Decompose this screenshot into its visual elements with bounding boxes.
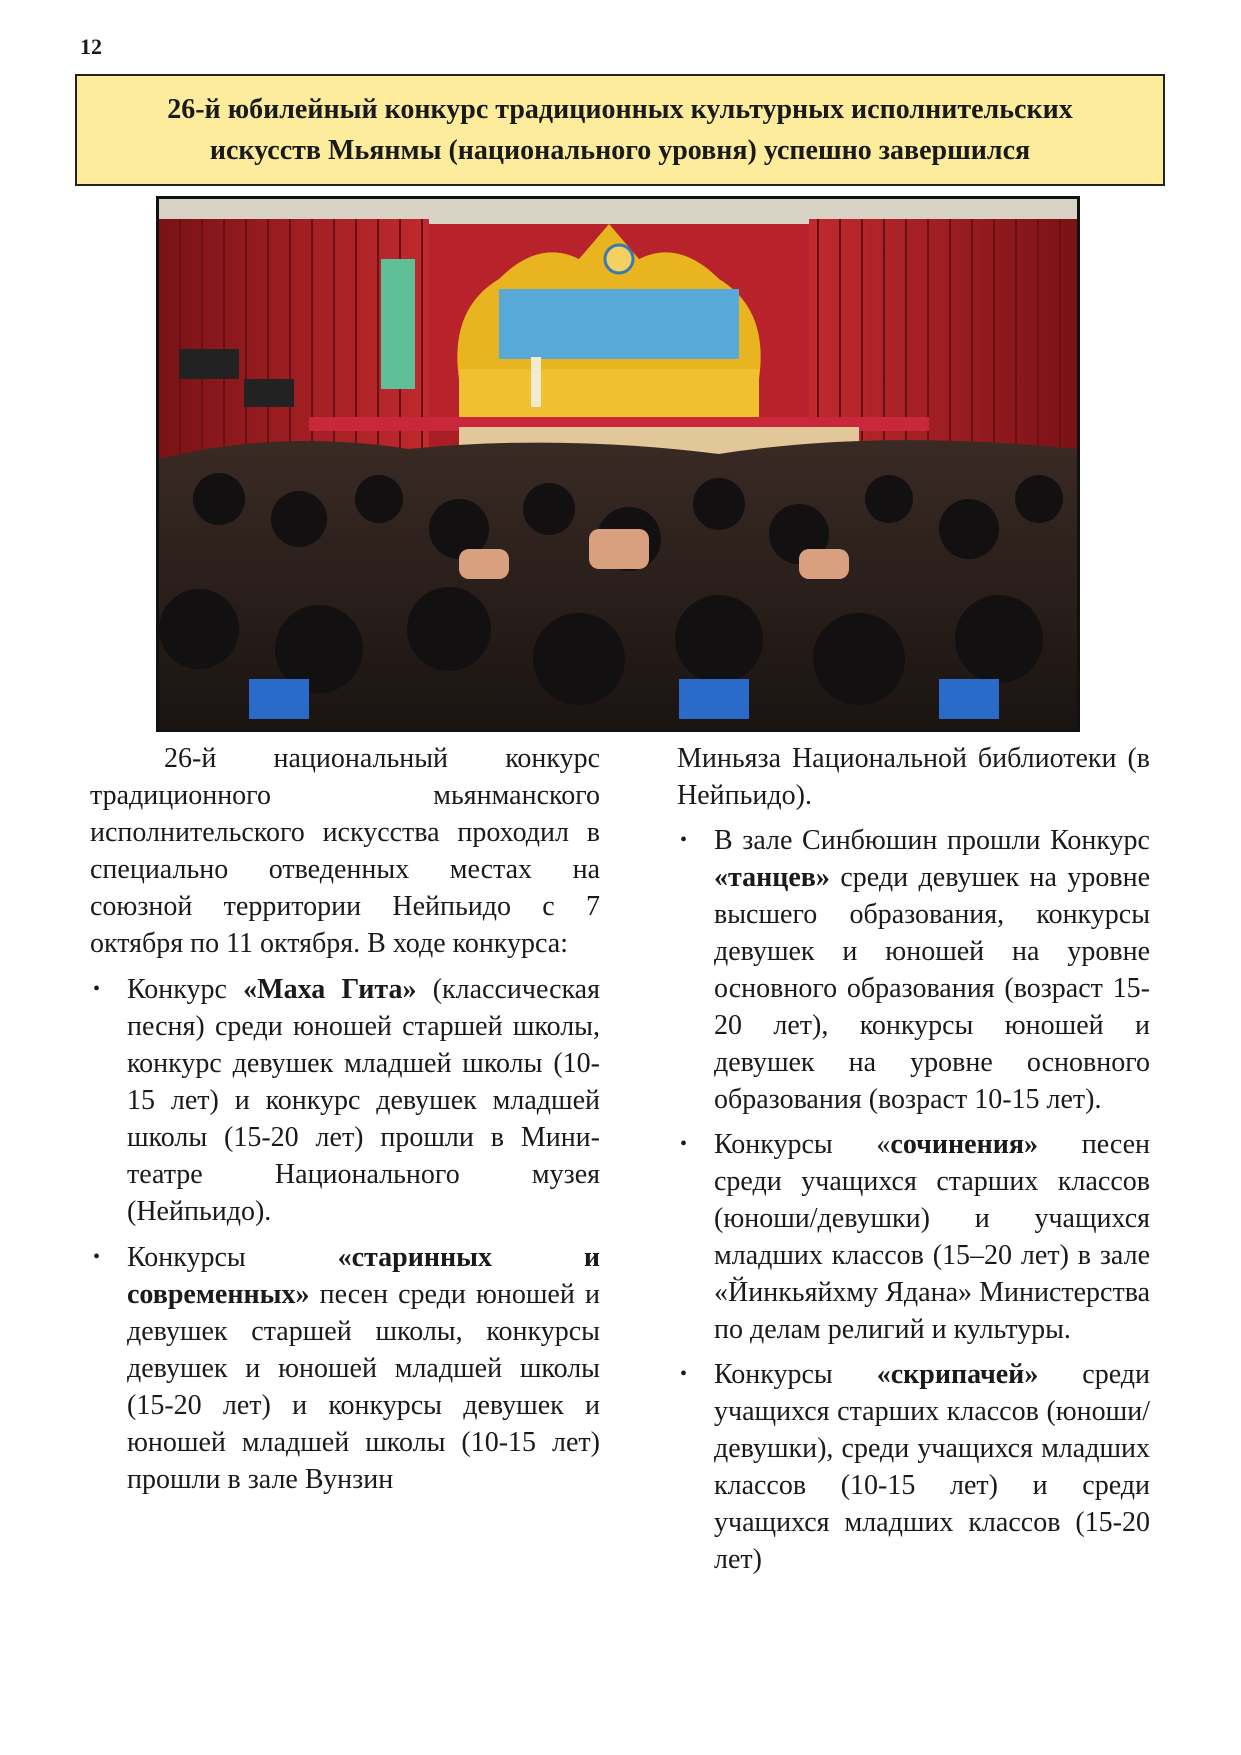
contest-name: «танцев» (714, 862, 830, 893)
list-item: • Конкурсы «старинных и современных» песен среди юношей и девушек старшей школы, конкурсы девушек и юношей младшей школы (15-20 лет) и конкурсы девушек и юношей младшей школы (10-15 лет) прошли в зале Вунзин (90, 1239, 600, 1498)
tv-camera (179, 349, 239, 379)
intro-paragraph: 26-й национальный конкурс традиционного мьянманского исполнительского искусства проходил в специально отведенных местах на союзной территории Нейпьидо с 7 октября по 11 октября. В ходе конкурса: (90, 743, 600, 959)
bullet-glyph: • (93, 1246, 101, 1268)
stage-skirt (459, 369, 759, 419)
event-photo (156, 196, 1080, 732)
right-column (677, 740, 1150, 1578)
green-curtain (381, 259, 415, 389)
bullet-list-right (677, 822, 1150, 1578)
title-line-2: искусств Мьянмы (национального уровня) успешно завершился (209, 135, 1031, 166)
list-item: • Конкурс «Маха Гита» (классическая песня) среди юношей старшей школы, конкурс девушек младшей школы (10-15 лет) и конкурс девушек младшей школы (15-20 лет) прошли в Мини-театре Национального музея (Нейпьидо). (90, 971, 600, 1230)
bullet-list-left (90, 971, 600, 1498)
bullet-glyph: • (93, 978, 101, 1000)
bullet-glyph: • (680, 829, 688, 851)
contest-name: сочинения» (890, 1129, 1039, 1160)
title-line-1: 26-й юбилейный конкурс традиционных культурных исполнительских (167, 94, 1073, 125)
page-number: 12 (80, 34, 102, 59)
article-title (75, 74, 1165, 186)
contest-name: «старинных и современных» (127, 1242, 600, 1310)
list-item: • Конкурсы «сочинения» песен среди учащихся старших классов (юноши/девушки) и учащихся младших классов (15–20 лет) в зале «Йинкьяйхму Ядана» Министерства по делам религий и культуры. (677, 1126, 1150, 1348)
left-column (90, 740, 600, 1498)
list-item: • В зале Синбюшин прошли Конкурс «танцев» среди девушек на уровне высшего образования, конкурсы девушек и юношей на уровне основного образования (возраст 15-20 лет), конкурсы юношей и девушек на уровне основного образования (возраст 10-15 лет). (677, 822, 1150, 1118)
bullet-glyph: • (680, 1133, 688, 1155)
contest-name: «Маха Гита» (243, 974, 417, 1005)
emblem (605, 245, 633, 273)
contest-name: «скрипачей» (876, 1359, 1039, 1390)
blue-backdrop (499, 289, 739, 359)
bullet-glyph: • (680, 1363, 688, 1385)
performer (531, 357, 541, 407)
continued-paragraph: Миньяза Национальной библиотеки (в Нейпьидо). (677, 743, 1150, 811)
list-item: • Конкурсы «скрипачей» среди учащихся старших классов (юноши/девушки), среди учащихся младших классов (10-15 лет) и среди учащихся младших классов (15-20 лет) (677, 1356, 1150, 1578)
